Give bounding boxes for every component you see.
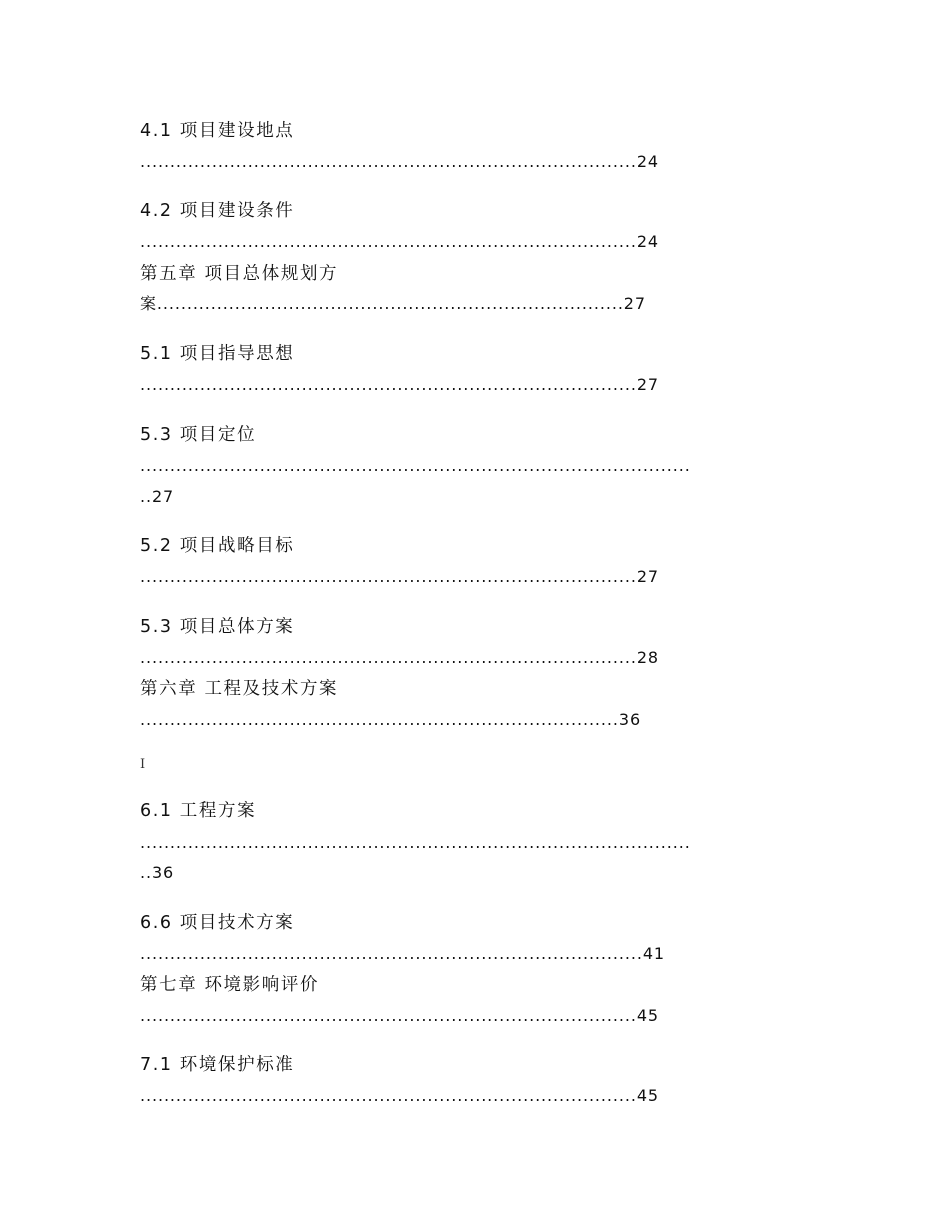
toc-entry-6-6-title[interactable]: 6.6 项目技术方案 (140, 913, 295, 933)
toc-entry-chapter-6-leader[interactable]: ................................................................................36 (140, 710, 642, 729)
toc-entry-4-1-title[interactable]: 4.1 项目建设地点 (140, 121, 295, 141)
toc-entry-chapter-5-leader[interactable]: 案..............................................................................27 (140, 294, 646, 313)
toc-entry-chapter-5-title[interactable]: 第五章 项目总体规划方 (140, 264, 339, 284)
toc-entry-4-2-title[interactable]: 4.2 项目建设条件 (140, 201, 295, 221)
toc-entry-6-1-leader[interactable]: ............................................................................................ (140, 833, 691, 852)
toc-entry-6-1-page[interactable]: ..36 (140, 863, 175, 882)
toc-entry-5-2-leader[interactable]: ...................................................................................27 (140, 567, 659, 586)
toc-entry-chapter-6-title[interactable]: 第六章 工程及技术方案 (140, 679, 339, 699)
toc-entry-5-3-plan-leader[interactable]: ...................................................................................28 (140, 648, 659, 667)
toc-entry-6-1-title[interactable]: 6.1 工程方案 (140, 801, 257, 821)
toc-entry-5-1-leader[interactable]: ...................................................................................27 (140, 375, 659, 394)
page-marker: I (140, 757, 146, 772)
toc-entry-5-3-position-title[interactable]: 5.3 项目定位 (140, 425, 257, 445)
toc-entry-chapter-7-title[interactable]: 第七章 环境影响评价 (140, 975, 320, 995)
toc-entry-5-3-position-leader[interactable]: ............................................................................................ (140, 456, 691, 475)
toc-entry-4-2-leader[interactable]: ...................................................................................24 (140, 232, 659, 251)
toc-entry-5-1-title[interactable]: 5.1 项目指导思想 (140, 344, 295, 364)
toc-entry-5-2-title[interactable]: 5.2 项目战略目标 (140, 536, 295, 556)
toc-entry-7-1-leader[interactable]: ...................................................................................45 (140, 1086, 659, 1105)
toc-entry-7-1-title[interactable]: 7.1 环境保护标准 (140, 1055, 295, 1075)
toc-entry-4-1-leader[interactable]: ...................................................................................24 (140, 152, 659, 171)
toc-entry-5-3-plan-title[interactable]: 5.3 项目总体方案 (140, 617, 295, 637)
toc-entry-chapter-7-leader[interactable]: ...................................................................................45 (140, 1006, 659, 1025)
toc-entry-5-3-position-page[interactable]: ..27 (140, 487, 175, 506)
toc-entry-6-6-leader[interactable]: ....................................................................................41 (140, 944, 665, 963)
